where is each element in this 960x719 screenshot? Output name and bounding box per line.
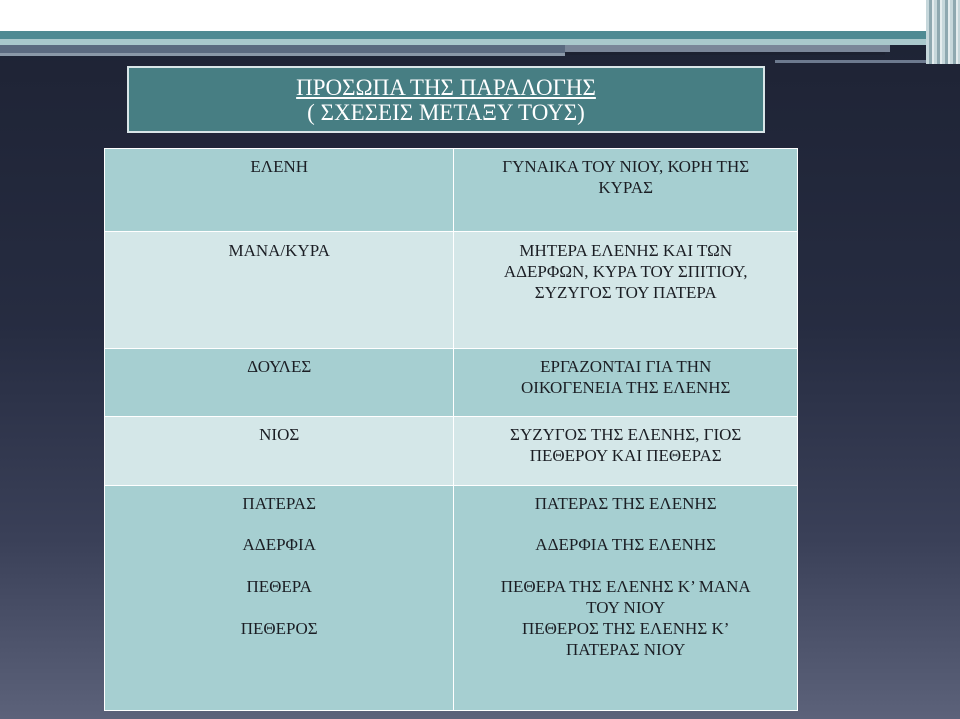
person-cell (105, 417, 454, 486)
person-name: ΠΑΤΕΡΑΣ (242, 494, 316, 513)
relation-text: ΓΥΝΑΙΚΑ ΤΟΥ ΝΙΟΥ, ΚΟΡΗ ΤΗΣ (502, 157, 750, 176)
decor-stripe (565, 52, 885, 55)
table-row (105, 417, 798, 486)
person-cell (105, 486, 454, 711)
person-name: ΑΔΕΡΦΙΑ (242, 535, 316, 554)
relation-text: ΠΑΤΕΡΑΣ ΤΗΣ ΕΛΕΝΗΣ (534, 494, 717, 513)
decor-corner-pattern (926, 0, 960, 64)
person-name: ΔΟΥΛΕΣ (247, 357, 312, 376)
relation-cell (454, 417, 798, 486)
relation-cell (454, 149, 798, 232)
relation-text: ΠΕΘΕΡΟΣ ΤΗΣ ΕΛΕΝΗΣ Κ’ (521, 619, 730, 638)
relation-text: ΕΡΓΑΖΟΝΤΑΙ ΓΙΑ ΤΗΝ (540, 357, 712, 376)
relations-table (104, 148, 798, 711)
person-cell (105, 232, 454, 349)
table-row (105, 349, 798, 417)
relation-text: ΣΥΖΥΓΟΣ ΤΟΥ ΠΑΤΕΡΑ (534, 283, 717, 302)
relation-text: ΜΗΤΕΡΑ ΕΛΕΝΗΣ ΚΑΙ ΤΩΝ (519, 241, 732, 260)
table-row (105, 149, 798, 232)
decor-stripe (565, 45, 890, 52)
relation-text: ΣΥΖΥΓΟΣ ΤΗΣ ΕΛΕΝΗΣ, ΓΙΟΣ (510, 425, 742, 444)
slide-title: ΠΡΟΣΩΠΑ ΤΗΣ ΠΑΡΑΛΟΓΗΣ (296, 74, 596, 100)
person-name: ΠΕΘΕΡΟΣ (240, 619, 318, 638)
person-name: ΕΛΕΝΗ (250, 157, 309, 176)
person-name: ΝΙΟΣ (259, 425, 300, 444)
relation-text: ΤΟΥ ΝΙΟΥ (586, 598, 666, 617)
relation-text: ΠΕΘΕΡΑ ΤΗΣ ΕΛΕΝΗΣ Κ’ ΜΑΝΑ (500, 577, 751, 596)
decor-stripe (0, 31, 960, 39)
slide-subtitle: ( ΣΧΕΣΕΙΣ ΜΕΤΑΞΥ ΤΟΥΣ) (307, 99, 585, 125)
person-name: ΠΕΘΕΡΑ (246, 577, 312, 596)
relation-cell (454, 486, 798, 711)
person-cell (105, 349, 454, 417)
relation-cell (454, 349, 798, 417)
slide-top-band (0, 0, 960, 31)
relation-text: ΟΙΚΟΓΕΝΕΙΑ ΤΗΣ ΕΛΕΝΗΣ (520, 378, 731, 397)
relation-cell (454, 232, 798, 349)
table-row (105, 486, 798, 711)
relation-text: ΑΔΕΡΦΙΑ ΤΗΣ ΕΛΕΝΗΣ (535, 535, 717, 554)
person-name: ΜΑΝΑ/ΚΥΡΑ (228, 241, 330, 260)
relation-text: ΑΔΕΡΦΩΝ, ΚΥΡΑ ΤΟΥ ΣΠΙΤΙΟΥ, (503, 262, 748, 281)
relation-text: ΚΥΡΑΣ (598, 178, 654, 197)
relation-text: ΠΕΘΕΡΟΥ ΚΑΙ ΠΕΘΕΡΑΣ (529, 446, 722, 465)
relation-text: ΠΑΤΕΡΑΣ ΝΙΟΥ (565, 640, 686, 659)
person-cell (105, 149, 454, 232)
decor-stripe (0, 53, 565, 56)
slide-title-box (127, 66, 765, 133)
decor-stripe (0, 45, 565, 53)
table-row (105, 232, 798, 349)
